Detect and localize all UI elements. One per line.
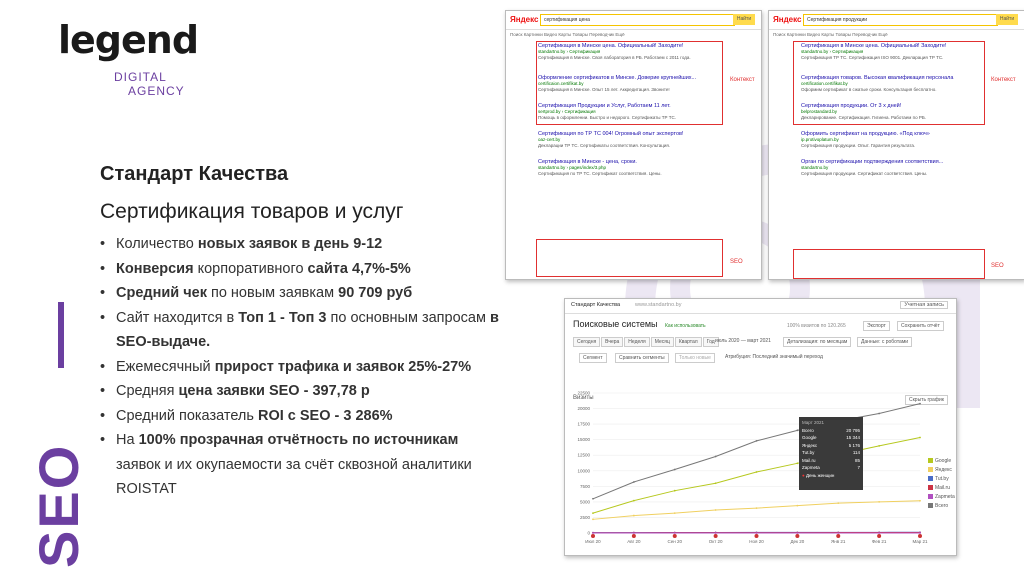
y-tick-label: 5000 [579,499,590,505]
kpi-list [100,232,500,502]
result-url[interactable]: standartno.by › Сертификация [538,49,601,54]
data-point [592,512,594,514]
kpi-text: цена заявки SEO - 397,78 р [178,383,370,399]
result-url[interactable]: standartno.by › Сертификация [801,49,864,54]
tooltip-source: Всего [802,427,814,433]
kpi-text: Конверсия [116,260,194,277]
series-line-Всего [593,404,920,499]
search-button[interactable]: Найти [733,14,755,25]
period-button[interactable]: Месяц [651,337,674,347]
result-snippet: Помощь в оформлении. Быстро и недорого. Сертификаты ТР ТС. [538,115,677,120]
x-tick-label: Окт 20 [708,539,723,544]
kpi-text: Ежемесячный [116,358,215,375]
tooltip-row [802,464,860,472]
yandex-logo: Яндекс [510,15,539,24]
data-point [756,471,758,473]
context-highlight [793,41,985,125]
search-result [538,159,753,177]
x-tick-label: Мар 21 [912,539,928,544]
tooltip-value: 7 [857,465,860,470]
search-result [538,131,753,149]
data-point [674,532,676,534]
seo-highlight [793,249,985,279]
seo-vertical-label: SEO [27,443,90,568]
date-range[interactable]: июль 2020 — март 2021 [715,338,771,344]
export-button[interactable]: Экспорт [863,321,890,331]
result-snippet: Декларирование. Сертификация. Гигиена. Работаем по РБ. [801,115,927,120]
kpi-text: Средний чек [116,285,207,301]
tooltip-date: Март 2021 [802,420,825,425]
legend-swatch [928,503,933,508]
kpi-item [100,281,500,306]
result-title[interactable]: Сертификация Продукции и Услуг, Работаем 11 лет. [538,103,671,109]
result-title[interactable]: Оформить сертификат на продукцию. «Под ключ» [801,131,930,137]
search-result [801,159,1016,177]
serp-tabs: Поиск Картинки Видео Карты Товары Переводчик Ещё [510,32,625,37]
data-point [837,532,839,534]
data-point [796,462,798,464]
serp-tabs: Поиск Картинки Видео Карты Товары Переводчик Ещё [773,32,888,37]
legend-item[interactable] [928,466,955,475]
context-label: Контекст [991,77,1016,83]
result-snippet: Оформим сертификат в сжатые сроки. Консультация бесплатно. [801,87,937,92]
tooltip-row [802,434,860,442]
kpi-item [100,257,500,282]
account-button[interactable]: Учетная запись [900,301,948,309]
data-point [919,437,921,439]
x-tick-label: Июл 20 [585,539,601,544]
result-snippet: Сертификация продукции. Опыт. Гарантия результата. [801,143,916,148]
kpi-text: Сайт находится в [116,309,239,326]
sample-info: 100% визитов по 120.265 [787,323,846,329]
result-url[interactable]: certification.certifikat.by [801,81,848,86]
search-input[interactable]: сертификация цена [540,14,735,26]
legend-item[interactable] [928,493,955,502]
legend-swatch [928,467,933,472]
result-title[interactable]: Сертификация товаров. Высокая квалификация персонала [801,75,954,81]
result-title[interactable]: Сертификация в Минске цена. Официальный! Заходите! [538,43,684,49]
project-name[interactable]: Стандарт Качества [571,302,621,308]
legend-item[interactable] [928,475,955,484]
y-tick-label: 10000 [577,468,590,474]
y-tick-label: 20000 [577,406,590,412]
data-point [919,532,921,534]
data-point [674,490,676,492]
data-point [756,440,758,442]
result-snippet: Сертификация в Минске. Своя лаборатория в РБ. Работаем с 2011 года. [538,55,691,60]
segment-button[interactable]: Сегмент [579,353,607,363]
y-tick-label: 2500 [579,514,590,520]
data-point [674,512,676,514]
event-marker [918,534,922,538]
seo-highlight [536,239,723,277]
tooltip-value: 85 [854,457,860,463]
period-buttons [573,337,720,347]
kpi-item [100,428,500,502]
result-url[interactable]: standartno.by › pages/index/3.php [538,165,607,170]
kpi-item [100,379,500,404]
result-snippet: Сертификация в Минске. Опыт 15 лет. Аккредитация. Звоните! [538,87,670,92]
result-url[interactable]: oaz-cert.by [538,137,561,142]
kpi-text: ROI с SEO - 3 286% [257,407,393,424]
result-url[interactable]: ip.protivoplatum.by [801,137,839,142]
kpi-text: новых заявок в день 9-12 [197,236,383,252]
search-result [801,131,1016,149]
yandex-logo: Яндекс [773,15,802,24]
logo-line2: AGENCY [128,84,185,98]
y-tick-label: 17500 [577,421,590,427]
y-tick-label: 0 [587,530,590,536]
legend-item[interactable] [928,457,955,466]
report-title: Поисковые системы [573,319,658,329]
site-name: www.standartno.by [635,302,682,308]
hide-chart-button[interactable]: Скрыть график [905,395,948,405]
data-point [715,482,717,484]
legend-swatch [928,494,933,499]
legend-label: Zapmeta [935,494,955,500]
kpi-text: заявок и их окупаемости за счёт сквозной аналитики ROISTAT [116,456,472,497]
analytics-screenshot [564,298,957,556]
tooltip-source: Яндекс [802,442,818,448]
tooltip-source: Google [802,435,817,440]
data-point [715,456,717,458]
detail-select[interactable]: Детализация: по месяцам [783,337,851,347]
kpi-text: корпоративного [193,260,308,277]
page-subtitle: Сертификация товаров и услуг [100,200,404,223]
data-point [633,515,635,517]
event-marker [836,534,840,538]
event-marker [632,534,636,538]
visits-line-chart [565,383,956,555]
seo-label: SEO [991,263,1004,269]
y-tick-label: 7500 [579,483,590,489]
legend-swatch [928,458,933,463]
legend-item[interactable] [928,502,955,511]
event-marker [795,534,799,538]
context-label: Контекст [730,77,755,83]
attribution-select[interactable]: Атрибуция: Последний значимый переход [725,354,823,360]
legend-label: Mail.ru [935,485,951,491]
data-point [715,509,717,511]
context-highlight [536,41,723,125]
data-point [919,500,921,502]
kpi-item [100,306,500,355]
result-title[interactable]: Орган по сертификации подтверждения соответствия... [801,159,944,165]
agency-logo [58,18,198,98]
result-snippet: Сертификация по ТР ТС. Сертификат соответствия. Цены. [538,171,662,176]
result-title[interactable]: Сертификация продукции. От 3 х дней! [801,103,902,109]
result-title[interactable]: Оформление сертификатов в Минске. Доверие крупнейших... [538,75,697,81]
kpi-text: Топ 1 - Топ 3 [238,309,327,326]
kpi-item [100,232,500,257]
tooltip-source: Tut.by [802,450,815,455]
tooltip-note: ● День женщин [802,472,835,478]
event-marker [755,534,759,538]
event-marker [877,534,881,538]
data-point [796,429,798,431]
kpi-text: Средняя [116,383,179,399]
logo-wordmark: legend [58,18,199,62]
x-tick-label: Ноя 20 [749,539,764,544]
data-point [837,502,839,504]
period-button[interactable]: Год [703,337,719,347]
kpi-text: Средний показатель [116,407,258,424]
result-title[interactable]: Сертификация по ТР ТС 004! Огромный опыт экспертов! [538,131,684,137]
data-point [674,469,676,471]
data-point [878,413,880,415]
x-tick-label: Сен 20 [667,539,682,544]
y-tick-label: 15000 [577,437,590,443]
result-title[interactable]: Сертификация в Минске цена. Официальный! Заходите! [801,43,947,49]
kpi-item [100,355,500,380]
kpi-text: 90 709 руб [338,285,413,301]
accent-bar [58,302,64,368]
tooltip-source: Mail.ru [802,457,816,463]
data-point [878,501,880,503]
data-point [715,532,717,534]
data-point [796,532,798,534]
kpi-text: по основным запросам [326,309,490,326]
compare-button[interactable]: Сравнить сегменты [615,353,669,363]
legend-label: Всего [935,503,949,509]
kpi-text: в SEO-выдаче. [116,309,499,350]
result-url[interactable]: sertprod.by › Сертификация [538,109,596,114]
data-point [919,403,921,405]
legend-swatch [928,476,933,481]
tooltip-source: Zapmeta [802,465,820,470]
data-select[interactable]: Данные: с роботами [857,337,912,347]
search-input[interactable]: Сертификация продукции [803,14,998,26]
chart-tooltip [799,417,863,490]
data-point [796,505,798,507]
search-button[interactable]: Найти [996,14,1018,25]
data-point [633,500,635,502]
result-snippet: Сертификация ТР ТС. Сертификация ISO 9001. Декларация ТР ТС. [801,55,944,60]
event-marker [673,534,677,538]
legend-item[interactable] [928,484,955,493]
y-tick-label: 12500 [577,452,590,458]
legend-label: Яндекс [935,467,952,473]
data-point [592,498,594,500]
serp-screenshot-1 [505,10,762,280]
kpi-text: 100% прозрачная отчётность по источникам [138,432,459,448]
event-marker [591,534,595,538]
result-snippet: Декларации ТР ТС. Сертификаты соответствия. Консультация. [538,143,671,148]
tooltip-value: 5 176 [848,442,860,448]
series-line-Яндекс [593,501,920,520]
save-report-button[interactable]: Сохранить отчёт [897,321,944,331]
kpi-text: прирост трафика и заявок 25%-27% [214,358,472,375]
only-new-button[interactable]: Только новые [675,353,715,363]
status-link[interactable]: Как использовать [665,323,706,329]
tooltip-row [802,457,860,465]
data-point [878,445,880,447]
x-tick-label: Авг 20 [627,539,641,544]
seo-label: SEO [730,259,743,265]
tooltip-row [802,449,860,457]
data-point [878,532,880,534]
data-point [633,532,635,534]
legend-swatch [928,485,933,490]
event-marker [714,534,718,538]
y-tick-label: 22500 [577,390,590,396]
metric-label: Визиты [573,395,594,401]
data-point [592,518,594,520]
tooltip-value: 114 [852,450,860,455]
result-snippet: Сертификация продукции. Сертификат соответствия. Цены. [801,171,928,176]
result-url[interactable]: belprostandard.by [801,109,838,114]
period-button[interactable]: Квартал [675,337,702,347]
period-button[interactable]: Неделя [624,337,649,347]
period-button[interactable]: Сегодня [573,337,600,347]
chart-legend [928,457,955,511]
x-tick-label: Фев 21 [871,539,887,544]
logo-line1: DIGITAL [114,70,167,84]
kpi-text: по новым заявкам [206,285,339,301]
tooltip-value: 15 344 [846,435,860,440]
tooltip-row [802,442,860,450]
kpi-text: Количество [116,236,198,252]
result-title[interactable]: Сертификация в Минске - цена, сроки. [538,159,637,165]
kpi-text: На [116,432,139,448]
data-point [756,532,758,534]
serp-screenshot-2 [768,10,1024,280]
period-button[interactable]: Вчера [601,337,623,347]
kpi-item [100,404,500,429]
x-tick-label: Янв 21 [831,539,846,544]
result-url[interactable]: standartno.by [801,165,829,170]
result-url[interactable]: certificaion.certifikat.by [538,81,584,86]
kpi-text: сайта 4,7%-5% [307,260,411,277]
data-point [756,507,758,509]
tooltip-row [802,427,860,435]
data-point [592,532,594,534]
page-title: Стандарт Качества [100,163,289,185]
data-point [633,481,635,483]
legend-label: Tut.by [935,476,949,482]
x-tick-label: Дек 20 [790,539,805,544]
legend-label: Google [935,458,952,464]
tooltip-value: 20 795 [846,427,860,433]
